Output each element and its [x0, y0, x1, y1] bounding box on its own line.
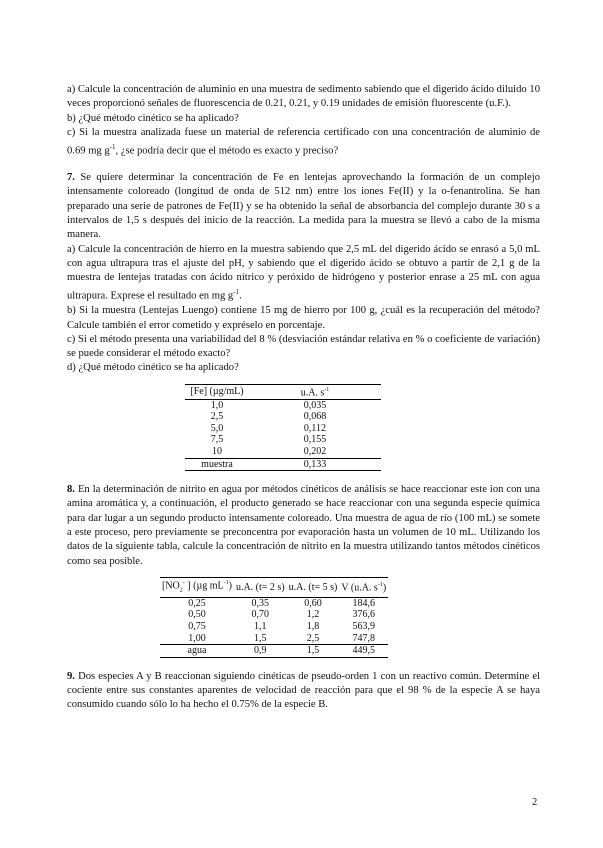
- nitrite-table-header: V (u.A. $s^{-1}$): [339, 577, 388, 597]
- q7-number: 7.: [67, 172, 75, 184]
- nitrite-table: [160, 577, 388, 658]
- q6-part-b: b) ¿Qué método cinético se ha aplicado?: [67, 112, 239, 124]
- q9-number: 9.: [67, 670, 75, 682]
- fe-table-header: u.A. $s^{-1}$: [249, 384, 381, 399]
- q8-text: 8. En la determinación de nitrito en agua por métodos cinéticos de análisis se hace reaccionar este ion con una amina aromática y, a continuación, el producto generado se hace reaccionar con una segunda especie química para dar lugar a un segundo producto intensamente coloreado. Una muestra de agua de río (100 mL) se somete a este proceso, pero previamente se preconcentra por evaporación hasta un volumen de 10 mL. Utilizando los datos de la siguiente tabla, calcule la concentración de nitrito en la muestra utilizando tantos métodos cinéticos como sea posible.: [67, 484, 540, 567]
- document-page: [67, 83, 540, 713]
- table-row: 7,5 0,155: [210, 434, 327, 446]
- page-number: 2: [532, 797, 538, 808]
- table-row: 1,00 1,5 2,5 747,8: [160, 633, 388, 645]
- q7-part-c: c) Si el método presenta una variabilidad del 8 % (desviación estándar relativa en % o coeficiente de variación) se puede considerar el método exacto?: [67, 333, 540, 360]
- table-row: 0,75 1,1 1,8 563,9: [188, 621, 375, 633]
- nitrite-table-header: u.A. (t= 5 s): [287, 577, 340, 597]
- q7-part-d: d) ¿Qué método cinético se ha aplicado?: [67, 362, 239, 374]
- table-row: 0,25 0,35 0,60 184,6: [188, 597, 375, 609]
- table-row: agua 0,9 1,5 449,5: [160, 645, 388, 658]
- q7-part-a: a) Calcule la concentración de hierro en la muestra sabiendo que 2,5 mL del digerido ácido se enrasó a 5,0 mL con agua ultrapura tras el ajuste del pH, y sabiendo que el digerido ácido se obtuvo a partir de 2,1 g de la muestra de lentejas tratadas con ácido nítrico y peróxido de hidrógeno y posterior enrase a 25 mL con agua ultrapura. Exprese el resultado en mg $g^{-1}$.: [67, 243, 540, 302]
- q6-part-c: c) Si la muestra analizada fuese un material de referencia certificado con una concentración de aluminio de 0.69 mg $g^{-1}$, ¿se podría decir que el método es exacto y preciso?: [67, 126, 540, 157]
- table-row: 2,5 0,068: [210, 411, 327, 423]
- table-row: muestra 0,133: [185, 458, 381, 471]
- table-row: 0,50 0,70 1,2 376,6: [188, 609, 375, 621]
- fe-table: [185, 384, 381, 471]
- q9-text: 9. Dos especies A y B reaccionan siguiendo cinéticas de pseudo-orden 1 con un reactivo común. Determine el cociente entre sus constantes aparentes de velocidad de reacción para que el 98 % de la especie A se haya consumido cuando sólo lo ha hecho el 0.75% de la especie B.: [67, 670, 540, 711]
- q8-number: 8.: [67, 484, 75, 496]
- q6-part-a: a) Calcule la concentración de aluminio en una muestra de sedimento sabiendo que el digerido ácido diluido 10 veces proporcionó señales de fluorescencia de 0.21, 0.21, y 0.19 unidades de emisión fluorescente (u.F.).: [67, 84, 540, 110]
- fe-table-header: [Fe] (µg/mL): [185, 384, 249, 399]
- table-row: 10 0,202: [185, 446, 381, 458]
- table-row: 5,0 0,112: [210, 422, 327, 434]
- q7-intro: 7. Se quiere determinar la concentración de Fe en lentejas aprovechando la formación de un complejo intensamente coloreado (longitud de onda de 512 nm) entre los iones Fe(II) y la o-fenantrolina. Se han preparado una serie de patrones de Fe(II) y se ha obtenido la señal de absorbancia del complejo durante 30 s a intervalos de 1,5 s después del inicio de la reacción. La medida para la muestra se llevó a cabo de la misma manera.: [67, 172, 540, 241]
- table-row: 1,0 0,035: [210, 399, 327, 411]
- nitrite-table-header: u.A. (t= 2 s): [234, 577, 287, 597]
- q7-part-b: b) Si la muestra (Lentejas Luengo) contiene 15 mg de hierro por 100 g, ¿cuál es la recuperación del método? Calcule también el error cometido y expréselo en porcentaje.: [67, 305, 540, 331]
- nitrite-table-header: [$NO_2^-$ ] (µg $mL^{-1}$): [160, 577, 234, 597]
